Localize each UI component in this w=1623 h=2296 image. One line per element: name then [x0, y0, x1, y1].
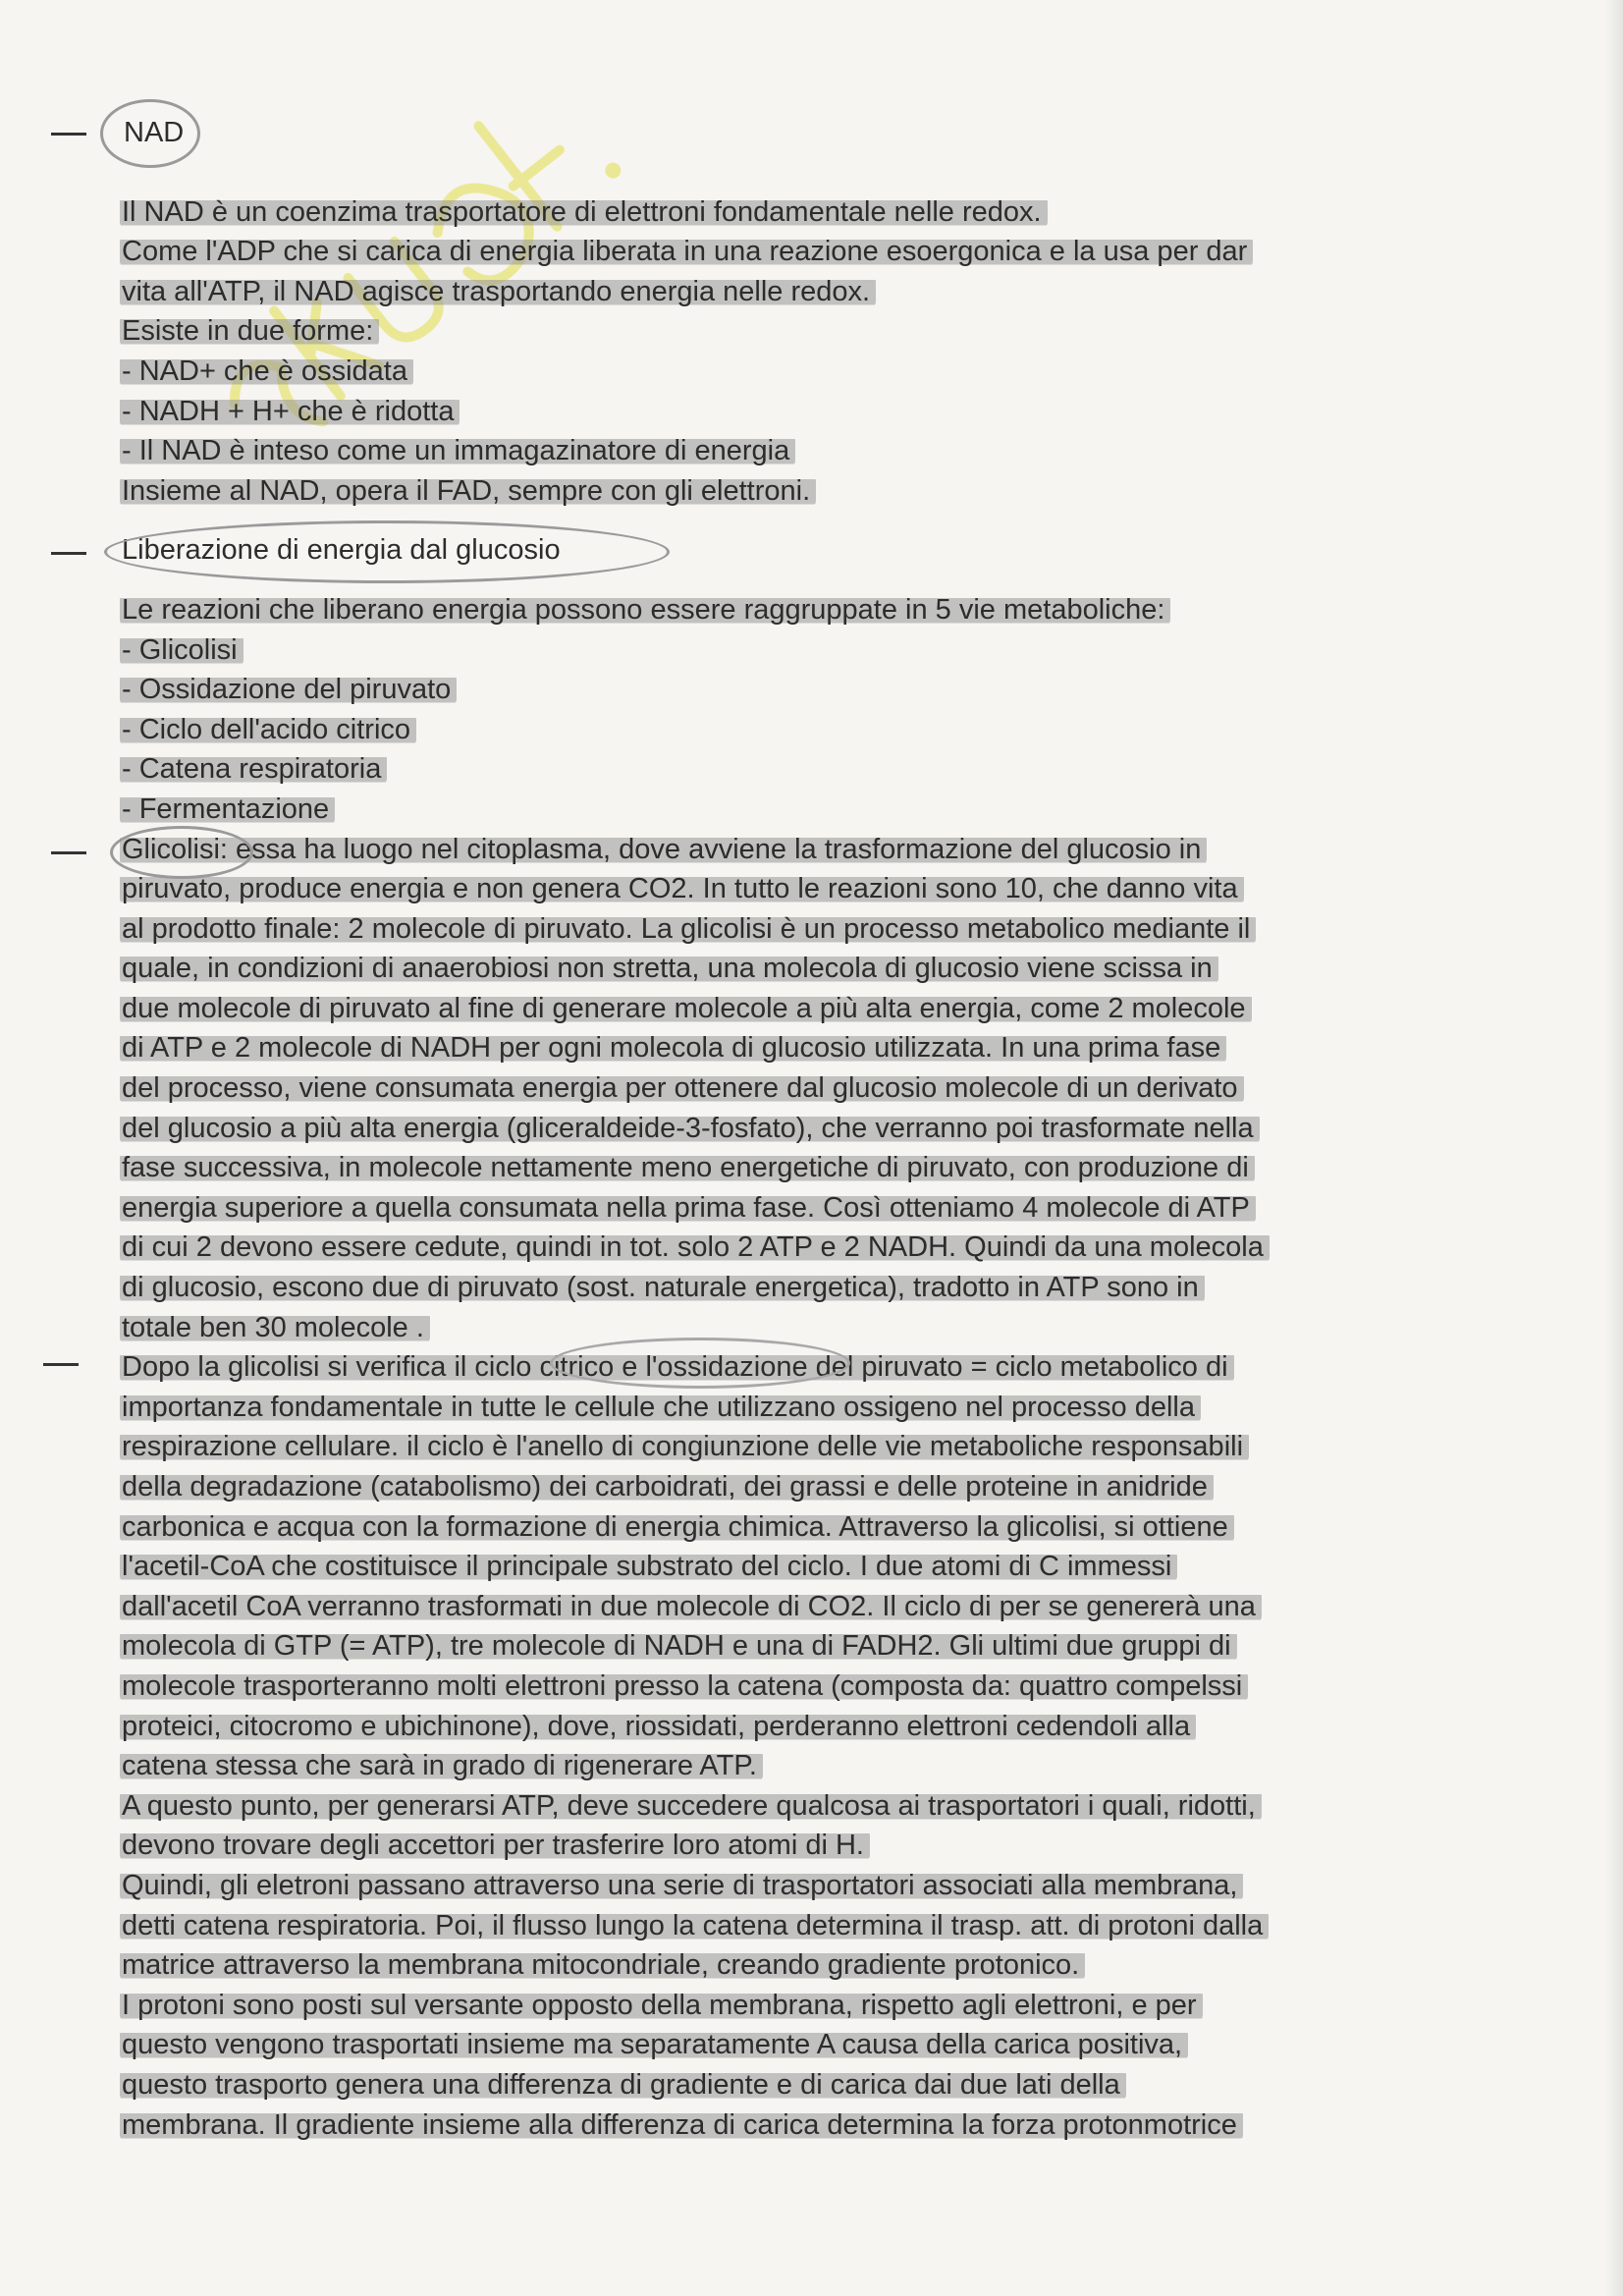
document-body	[122, 113, 1516, 2145]
nad-heading	[114, 113, 193, 153]
glycolysis-line: di cui 2 devono essere cedute, quindi in tot. solo 2 ATP e 2 NADH. Quindi da una molecola	[122, 1228, 1516, 1268]
glycolysis-line: di glucosio, escono due di piruvato (sost. naturale energetica), tradotto in ATP sono in	[122, 1268, 1516, 1308]
margin-dash	[43, 1363, 79, 1366]
nad-line: - Il NAD è inteso come un immagazinatore di energia	[122, 431, 1516, 471]
nad-line: vita all'ATP, il NAD agisce trasportando energia nelle redox.	[122, 272, 1516, 312]
glycolysis-line: totale ben 30 molecole .	[122, 1308, 1516, 1348]
nad-line: Esiste in due forme:	[122, 311, 1516, 352]
nad-line: - NAD+ che è ossidata	[122, 352, 1516, 392]
nad-heading-line	[114, 113, 1516, 153]
cycle-line: detti catena respiratoria. Poi, il flusso lungo la catena determina il trasp. att. di protoni dalla	[122, 1906, 1516, 1946]
glucose-heading-text: Liberazione di energia dal glucosio	[122, 534, 561, 567]
glycolysis-line: due molecole di piruvato al fine di generare molecole a più alta energia, come 2 molecole	[122, 989, 1516, 1029]
list-item: - Ciclo dell'acido citrico	[122, 710, 1516, 750]
margin-dash	[51, 851, 86, 854]
margin-dash	[51, 133, 86, 136]
glycolysis-line: di ATP e 2 molecole di NADH per ogni molecola di glucosio utilizzata. In una prima fase	[122, 1028, 1516, 1068]
cycle-line: questo vengono trasportati insieme ma separatamente A causa della carica positiva,	[122, 2025, 1516, 2065]
glucose-heading-line	[122, 530, 1516, 571]
cycle-line: membrana. Il gradiente insieme alla differenza di carica determina la forza protonmotrice	[122, 2105, 1516, 2146]
nad-line: - NADH + H+ che è ridotta	[122, 392, 1516, 432]
glycolysis-line: del processo, viene consumata energia per ottenere dal glucosio molecole di un derivato	[122, 1068, 1516, 1109]
cycle-line: A questo punto, per generarsi ATP, deve succedere qualcosa ai trasportatori i quali, ridotti,	[122, 1786, 1516, 1827]
cycle-line: dall'acetil CoA verranno trasformati in due molecole di CO2. Il ciclo di per se genererà una	[122, 1587, 1516, 1627]
margin-dash	[51, 552, 86, 555]
cycle-line: devono trovare degli accettori per trasferire loro atomi di H.	[122, 1826, 1516, 1866]
page-edge-shadow	[1605, 0, 1623, 2296]
cycle-line: Quindi, gli eletroni passano attraverso una serie di trasportatori associati alla membrana,	[122, 1866, 1516, 1906]
cycle-line: della degradazione (catabolismo) dei carboidrati, dei grassi e delle proteine in anidride	[122, 1467, 1516, 1507]
nad-line: Come l'ADP che si carica di energia liberata in una reazione esoergonica e la usa per dar	[122, 232, 1516, 272]
glycolysis-line: piruvato, produce energia e non genera CO2. In tutto le reazioni sono 10, che danno vita	[122, 869, 1516, 909]
nad-heading-text: NAD	[124, 117, 185, 148]
list-item: - Catena respiratoria	[122, 749, 1516, 790]
glycolysis-line: del glucosio a più alta energia (gliceraldeide-3-fosfato), che verranno poi trasformate nella	[122, 1109, 1516, 1149]
nad-line: Il NAD è un coenzima trasportatore di elettroni fondamentale nelle redox.	[122, 192, 1516, 233]
cycle-line: l'acetil-CoA che costituisce il principale substrato del ciclo. I due atomi di C immessi	[122, 1547, 1516, 1587]
glycolysis-line: al prodotto finale: 2 molecole di piruvato. La glicolisi è un processo metabolico mediante il	[122, 909, 1516, 950]
glycolysis-line: quale, in condizioni di anaerobiosi non stretta, una molecola di glucosio viene scissa in	[122, 949, 1516, 989]
list-item: - Ossidazione del piruvato	[122, 670, 1516, 710]
glycolysis-line: Glicolisi: essa ha luogo nel citoplasma, dove avviene la trasformazione del glucosio in	[122, 830, 1516, 870]
list-item: - Fermentazione	[122, 790, 1516, 830]
nad-line: Insieme al NAD, opera il FAD, sempre con gli elettroni.	[122, 471, 1516, 512]
cycle-line: carbonica e acqua con la formazione di energia chimica. Attraverso la glicolisi, si ottiene	[122, 1507, 1516, 1548]
glucose-heading	[122, 530, 570, 571]
glucose-intro: Le reazioni che liberano energia possono essere raggruppate in 5 vie metaboliche:	[122, 590, 1516, 630]
cycle-line: proteici, citocromo e ubichinone), dove, riossidati, perderanno elettroni cedendoli alla	[122, 1707, 1516, 1747]
glycolysis-line: energia superiore a quella consumata nella prima fase. Così otteniamo 4 molecole di ATP	[122, 1188, 1516, 1229]
cycle-line: I protoni sono posti sul versante opposto della membrana, rispetto agli elettroni, e per	[122, 1986, 1516, 2026]
glycolysis-line: fase successiva, in molecole nettamente meno energetiche di piruvato, con produzione di	[122, 1148, 1516, 1188]
cycle-line: questo trasporto genera una differenza di gradiente e di carica dai due lati della	[122, 2065, 1516, 2105]
cycle-line: importanza fondamentale in tutte le cellule che utilizzano ossigeno nel processo della	[122, 1388, 1516, 1428]
cycle-line: Dopo la glicolisi si verifica il ciclo citrico e l'ossidazione del piruvato = ciclo metabolico di	[122, 1347, 1516, 1388]
cycle-line: catena stessa che sarà in grado di rigenerare ATP.	[122, 1746, 1516, 1786]
cycle-line: molecole trasporteranno molti elettroni presso la catena (composta da: quattro compelssi	[122, 1667, 1516, 1707]
cycle-line: matrice attraverso la membrana mitocondriale, creando gradiente protonico.	[122, 1945, 1516, 1986]
list-item: - Glicolisi	[122, 630, 1516, 671]
cycle-line: molecola di GTP (= ATP), tre molecole di NADH e una di FADH2. Gli ultimi due gruppi di	[122, 1626, 1516, 1667]
cycle-line: respirazione cellulare. il ciclo è l'anello di congiunzione delle vie metaboliche responsabili	[122, 1427, 1516, 1467]
